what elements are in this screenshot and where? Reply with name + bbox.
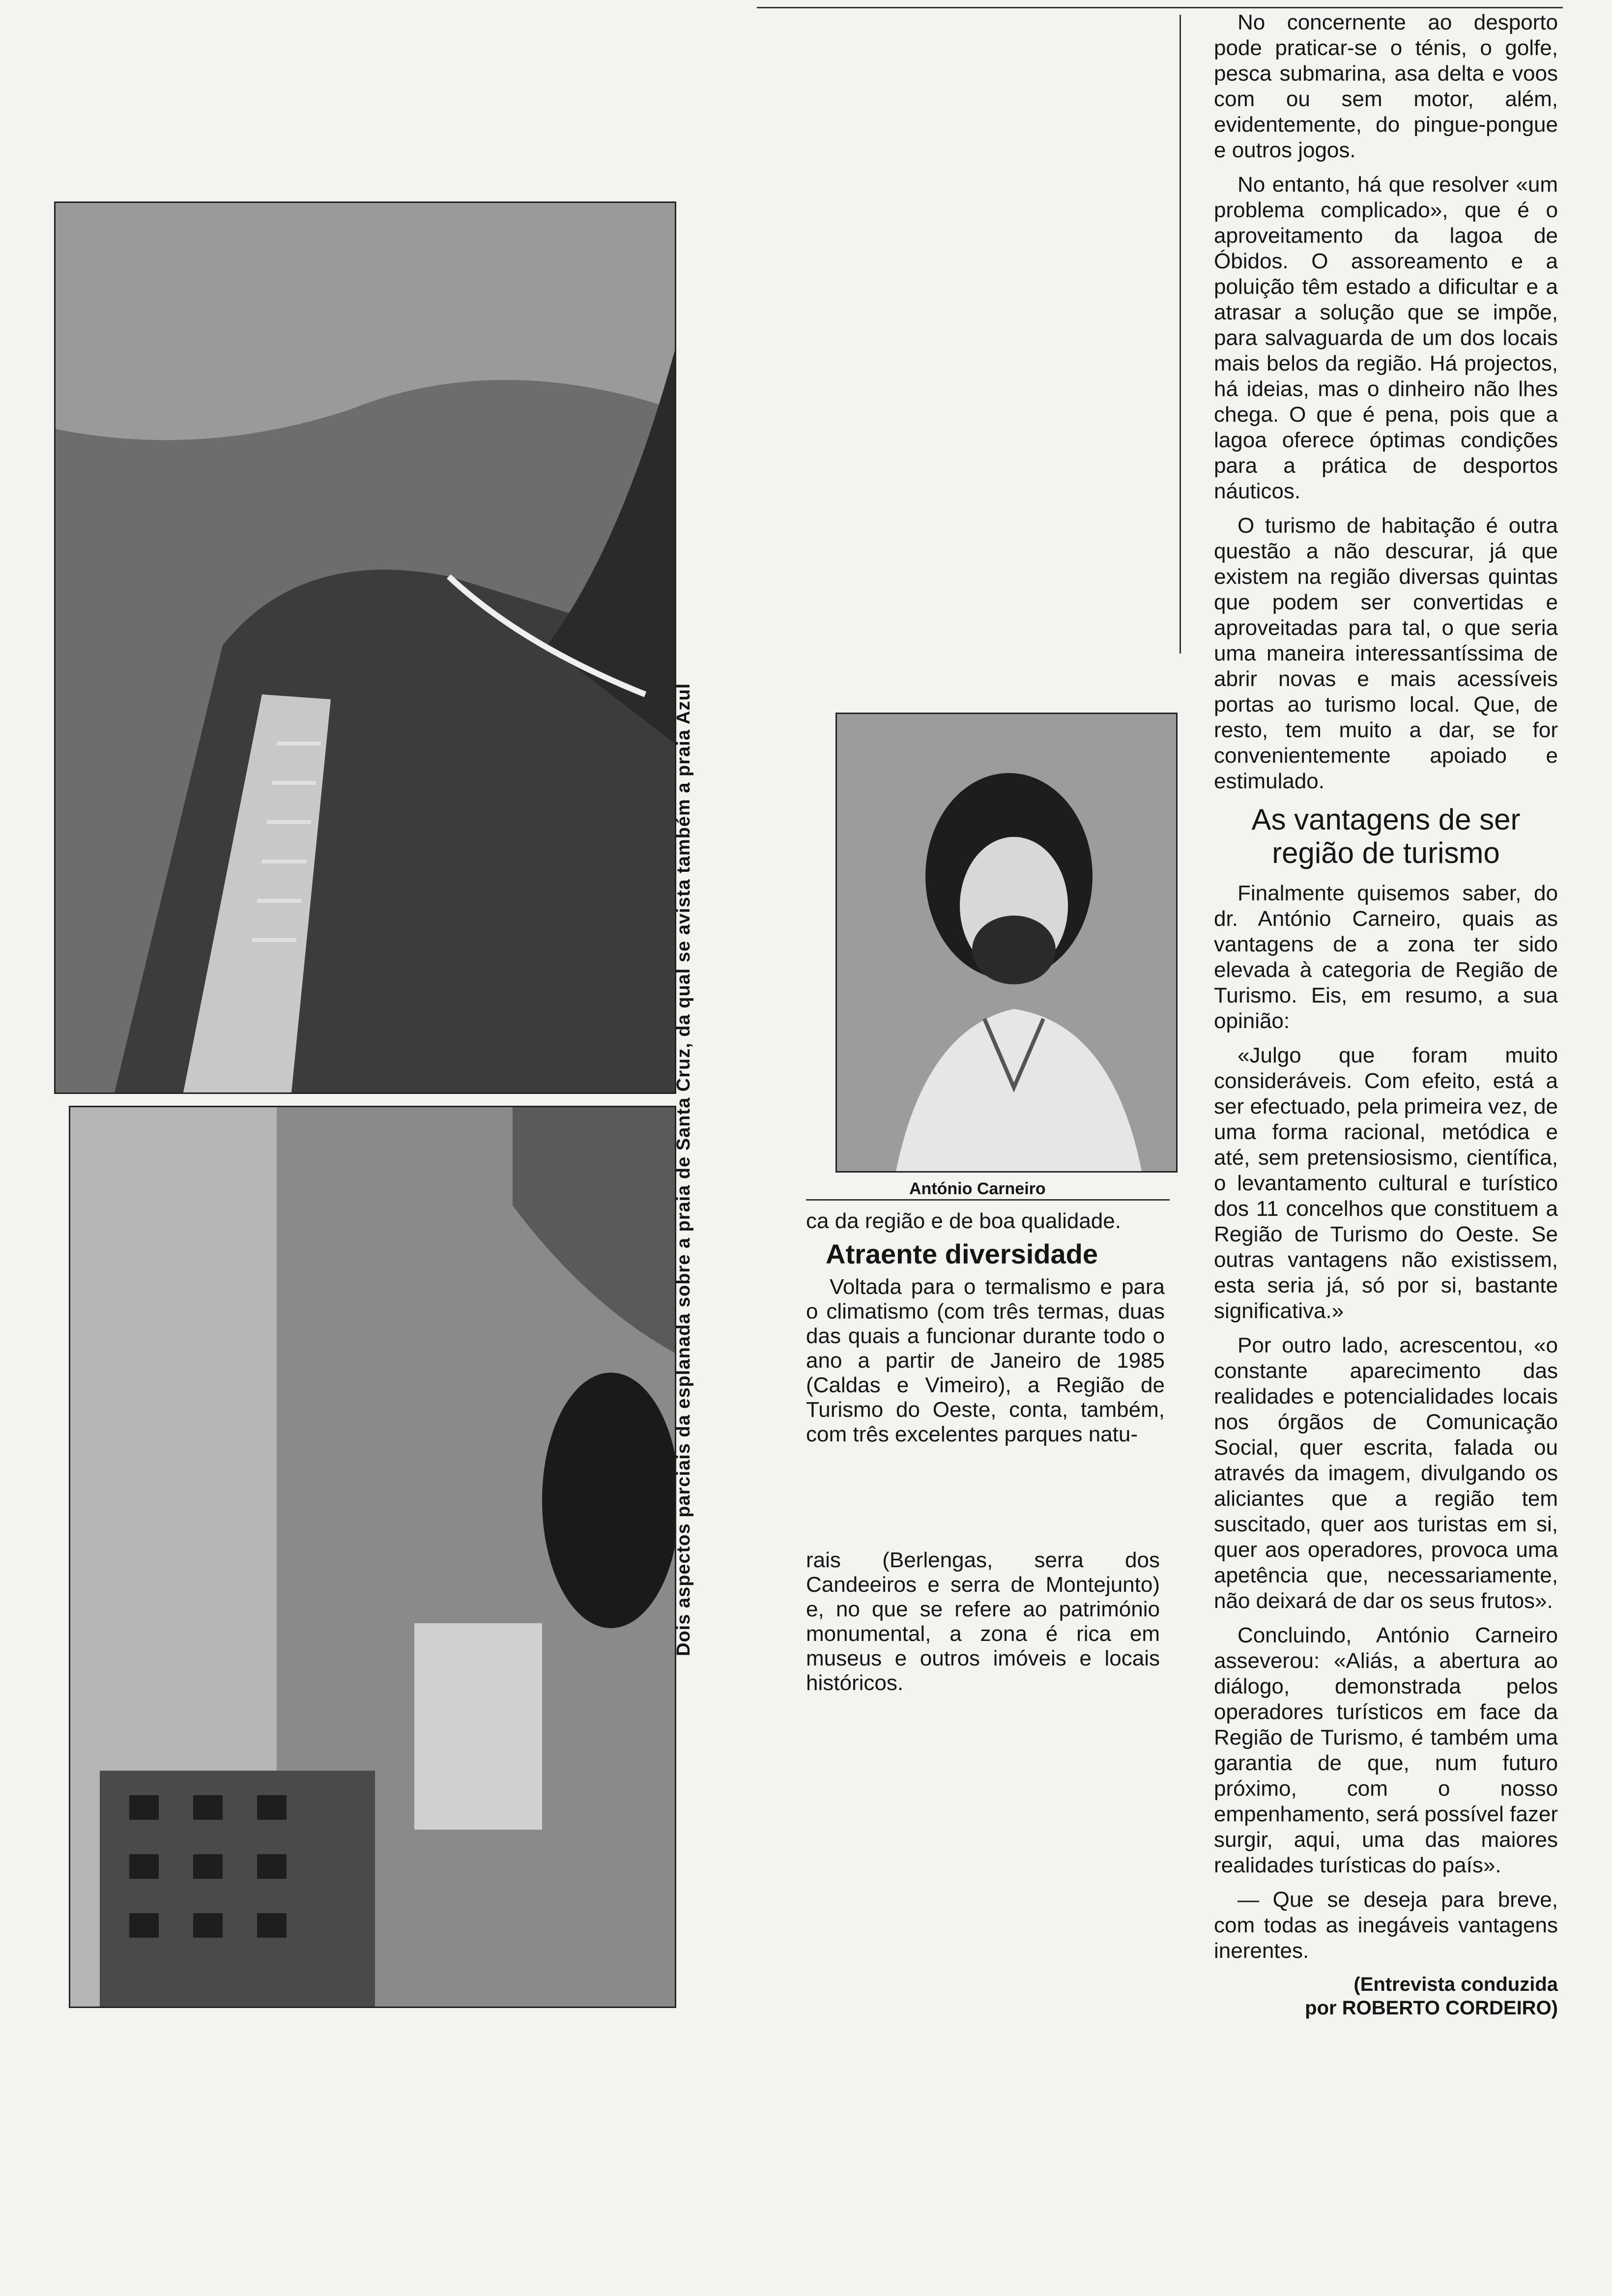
portrait-caption: António Carneiro: [909, 1179, 1046, 1198]
right-paragraph-4: Finalmente quisemos saber, do dr. António Carneiro, quais as vantagens de a zona ter sido elevada à categoria de Região de Turismo. Eis, em resumo, a sua opinião:: [1214, 881, 1558, 1033]
middle-column: [806, 1209, 1165, 1447]
middle-headline: Atraente diversidade: [826, 1238, 1098, 1269]
photo-esplanade-top: [54, 201, 676, 1094]
portrait-rule: [806, 1199, 1170, 1201]
middle-paragraph: Voltada para o termalismo e para o climatismo (com três termas, duas das quais a funcionar durante todo o ano a partir de Janeiro de 1985 (Caldas e Vimeiro), a Região de Turismo do Oeste, conta, também, com três excelentes parques natu-: [806, 1275, 1165, 1446]
right-column: [1214, 10, 1558, 2020]
right-paragraph-5: «Julgo que foram muito consideráveis. Com efeito, está a ser efectuado, pela primeira vez, de uma forma racional, metódica e até, sem pretensiosismo, científica, o levantamento cultural e turístico dos 11 concelhos que constituem a Região de Turismo do Oeste. Se outras vantagens não existissem, esta seria já, só por si, bastante significativa.»: [1214, 1043, 1558, 1323]
middle-column-continued: [806, 1548, 1160, 1695]
right-paragraph-1: No concernente ao desporto pode praticar-se o ténis, o golfe, pesca submarina, asa delta e voos com ou sem motor, além, evidentemente, do pingue-pongue e outros jogos.: [1214, 10, 1558, 162]
middle-lead: ca da região e de boa qualidade.: [806, 1209, 1121, 1233]
credit-line-1: (Entrevista conduzida: [1353, 1974, 1558, 1995]
right-paragraph-7: Concluindo, António Carneiro asseverou: «Aliás, a abertura ao diálogo, demonstrada pelos operadores turísticos em face da Região de Turismo, é também uma garantia de que, num futuro próximo, com o nosso empenhamento, será possível fazer surgir, aqui, uma das maiores realidades turísticas do país».: [1214, 1623, 1558, 1877]
portrait-graphic: [837, 714, 1176, 1171]
credit: [1214, 1973, 1558, 2020]
middle-paragraph-2: rais (Berlengas, serra dos Candeeiros e serra de Montejunto) e, no que se refere ao património monumental, a zona é rica em museus e outros imóveis e locais históricos.: [806, 1548, 1160, 1695]
right-paragraph-2: No entanto, há que resolver «um problema complicado», que é o aproveitamento da lagoa de Óbidos. O assoreamento e a poluição têm estado a dificultar e a atrasar a solução que se impõe, para salvaguarda de um dos locais mais belos da região. Há projectos, há ideias, mas o dinheiro não lhes chega. O que é pena, pois que a lagoa oferece óptimas condições para a prática de desportos náuticos.: [1214, 172, 1558, 503]
right-paragraph-8: — Que se deseja para breve, com todas as inegáveis vantagens inerentes.: [1214, 1888, 1558, 1963]
right-paragraph-3: O turismo de habitação é outra questão a não descurar, já que existem na região diversas quintas que podem ser convertidas e aproveitadas para tal, o que seria uma maneira interessantíssima de abrir novas e mais acessíveis portas ao turismo local. Que, de resto, tem muito a dar, se for convenientemente apoiado e estimulado.: [1214, 514, 1558, 793]
right-paragraph-6: Por outro lado, acrescentou, «o constante aparecimento das realidades e potencialidades locais nos órgãos de Comunicação Social, quer escrita, falada ou através da imagem, divulgando os aliciantes que a região tem suscitado, quer aos turistas em si, quer aos operadores, provoca uma apetência que, necessariamente, não deixará de dar os seus frutos».: [1214, 1333, 1558, 1613]
photo-esplanade-bottom: [69, 1106, 676, 2008]
right-headline: As vantagens de ser região de turismo: [1251, 803, 1521, 869]
credit-line-2: por ROBERTO CORDEIRO): [1305, 1997, 1558, 2019]
photo-esplanade-top-graphic: [56, 203, 675, 1092]
portrait-photo: [835, 713, 1178, 1173]
photo-caption: Dois aspectos parciais da esplanada sobre a praia de Santa Cruz, da qual se avista também a praia Azul: [673, 683, 694, 1656]
column-rule: [1180, 15, 1181, 654]
top-rule: [757, 7, 1563, 8]
photo-esplanade-bottom-graphic: [70, 1107, 675, 2007]
